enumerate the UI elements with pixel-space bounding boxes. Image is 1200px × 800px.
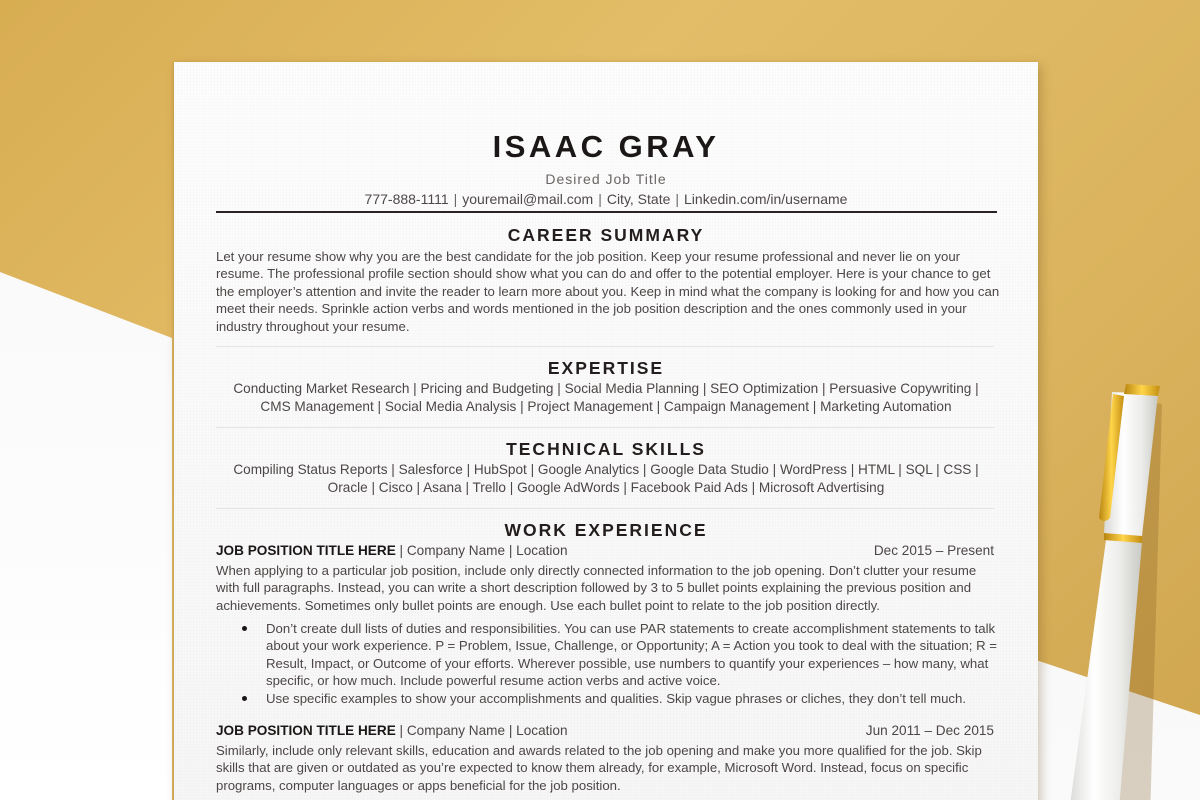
career-summary-heading: CAREER SUMMARY	[507, 225, 705, 245]
contact-location: City, State	[606, 191, 671, 207]
job-dates: Jun 2011 – Dec 2015	[865, 723, 994, 738]
job-header	[216, 723, 994, 738]
section-divider	[216, 427, 994, 428]
career-summary-text: Let your resume show why you are the best candidate for the job position. Keep your resume professional and never lie on your resume. The professional profile section should show what you can do and offer to the potential employer. Here is your chance to get the employer’s attention and invite the reader to learn more about you. Keep in mind what the company is looking for and how you can meet their needs. Sprinkle action verbs and words mentioned in the job position description and the ones commonly used in your industry throughout your resume.	[216, 249, 1000, 334]
bullet-item: Use specific examples to show your accomplishments and qualities. Skip vague phrases or cliches, they don’t tell much.	[266, 690, 1006, 707]
technical-skills-heading: TECHNICAL SKILLS	[506, 439, 706, 459]
job-title: JOB POSITION TITLE HERE	[216, 723, 396, 738]
section-divider	[216, 508, 994, 509]
technical-skills-list	[204, 461, 1008, 497]
job-description: When applying to a particular job position, include only directly connected information to the job opening. Don’t clutter your resume with full paragraphs. Instead, you can write a short description followed by 3 to 5 bullet points explaining the previous position and achievements. Sometimes only bullet points are enough. Use each bullet point to relate to the job position directly.	[216, 563, 977, 613]
job-company-location: | Company Name | Location	[395, 723, 568, 738]
expertise-list	[204, 380, 1008, 416]
job-description: Similarly, include only relevant skills, education and awards related to the job opening and make you more qualified for the job. Skip skills that are given or outdated as you’re expected to know them already, for example, Microsoft Word. Instead, focus on specific programs, computer languages or apps beneficial for the job position.	[216, 743, 982, 793]
expertise-heading: EXPERTISE	[547, 358, 665, 378]
job-header	[216, 543, 994, 558]
skills-line: Oracle | Cisco | Asana | Trello | Google AdWords | Facebook Paid Ads | Microsoft Advertising	[327, 479, 885, 495]
expertise-line: CMS Management | Social Media Analysis | Project Management | Campaign Management | Marketing Automation	[260, 398, 952, 414]
contact-email: youremail@mail.com	[462, 191, 594, 207]
expertise-line: Conducting Market Research | Pricing and Budgeting | Social Media Planning | SEO Optimization | Persuasive Copywriting |	[233, 381, 979, 396]
job-company-location: | Company Name | Location	[395, 543, 568, 558]
contact-phone: 777-888-1111	[364, 191, 449, 207]
contact-linkedin: Linkedin.com/in/username	[684, 191, 848, 207]
resume-paper	[174, 62, 1038, 800]
section-divider	[216, 346, 994, 347]
skills-line: Compiling Status Reports | Salesforce | HubSpot | Google Analytics | Google Data Studio | WordPress | HTML | SQL | CSS |	[233, 462, 979, 477]
separator: |	[453, 191, 458, 207]
separator: |	[675, 191, 680, 207]
separator: |	[598, 191, 602, 207]
job-title: JOB POSITION TITLE HERE	[216, 543, 396, 558]
header-rule	[216, 211, 997, 213]
desired-job-title: Desired Job Title	[545, 171, 667, 187]
job-dates: Dec 2015 – Present	[873, 543, 994, 558]
job-bullets	[266, 620, 1006, 707]
work-experience-heading: WORK EXPERIENCE	[504, 520, 708, 540]
candidate-name: ISAAC GRAY	[492, 129, 720, 164]
bullet-item: Don’t create dull lists of duties and responsibilities. You can use PAR statements to create accomplishment statements to talk about your work experience. P = Problem, Issue, Challenge, or Opportunity; A = Action you took to deal with the situation; R = Result, Impact, or Outcome of your efforts. Wherever possible, use numbers to quantify your experiences – how many, what specific, or how much. Include powerful resume action verbs and active voice.	[266, 620, 1006, 690]
contact-line	[174, 191, 1038, 207]
